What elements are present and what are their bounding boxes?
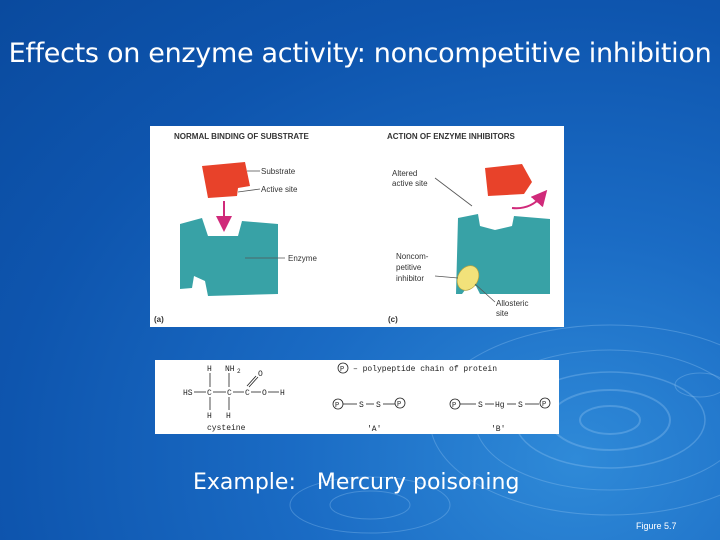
cys-c2: C: [227, 389, 232, 398]
noncomp-line2: petitive: [396, 263, 422, 272]
bond-b-p1: P: [452, 402, 457, 410]
bond-a-s2: S: [376, 401, 381, 410]
cys-nh2-sub: 2: [237, 368, 241, 375]
legend-text: – polypeptide chain of protein: [353, 365, 498, 374]
bond-b-hg: Hg: [495, 401, 505, 410]
noncomp-line3: inhibitor: [396, 274, 425, 283]
slide-title: Effects on enzyme activity: noncompetitive inhibition: [8, 38, 712, 69]
cysteine-label: cysteine: [207, 424, 246, 433]
active-site-label: Active site: [261, 185, 298, 194]
cys-h-top: H: [207, 365, 212, 374]
bond-b-label: 'B': [491, 425, 506, 434]
panel-a-letter: (a): [154, 315, 164, 324]
legend-p-symbol: P: [340, 366, 345, 374]
cys-c1: C: [207, 389, 212, 398]
cys-c3: C: [245, 389, 250, 398]
cys-hs: HS: [183, 389, 193, 398]
panel-c-letter: (c): [388, 315, 398, 324]
enzyme-label: Enzyme: [288, 254, 317, 263]
altered-label-line1: Altered: [392, 169, 418, 178]
example-text: Example: Mercury poisoning: [193, 470, 520, 495]
bond-a-p1: P: [335, 402, 340, 410]
chemistry-figure: [155, 360, 559, 434]
cys-h-bot2: H: [226, 412, 231, 421]
substrate-shape-c: [485, 164, 532, 196]
cys-o-top: O: [258, 370, 263, 379]
figure-reference: Figure 5.7: [636, 521, 677, 531]
noncomp-line1: Noncom-: [396, 252, 429, 261]
allosteric-line1: Allosteric: [496, 299, 529, 308]
cys-h-right: H: [280, 389, 285, 398]
substrate-shape: [202, 162, 250, 198]
altered-label-line2: active site: [392, 179, 428, 188]
bond-a-p2: P: [397, 401, 402, 409]
bond-a-s1: S: [359, 401, 364, 410]
bond-a-label: 'A': [367, 425, 382, 434]
cys-h-bot1: H: [207, 412, 212, 421]
enzyme-binding-figure: [150, 126, 564, 327]
bond-b-p2: P: [542, 401, 547, 409]
allosteric-line2: site: [496, 309, 509, 318]
enzyme-shape: [180, 218, 278, 296]
panel-c-heading: ACTION OF ENZYME INHIBITORS: [387, 132, 515, 141]
substrate-label: Substrate: [261, 167, 296, 176]
bond-b-s1: S: [478, 401, 483, 410]
bond-b-s2: S: [518, 401, 523, 410]
cys-nh2: NH: [225, 365, 235, 374]
cys-o-mid: O: [262, 389, 267, 398]
panel-a-heading: NORMAL BINDING OF SUBSTRATE: [174, 132, 309, 141]
